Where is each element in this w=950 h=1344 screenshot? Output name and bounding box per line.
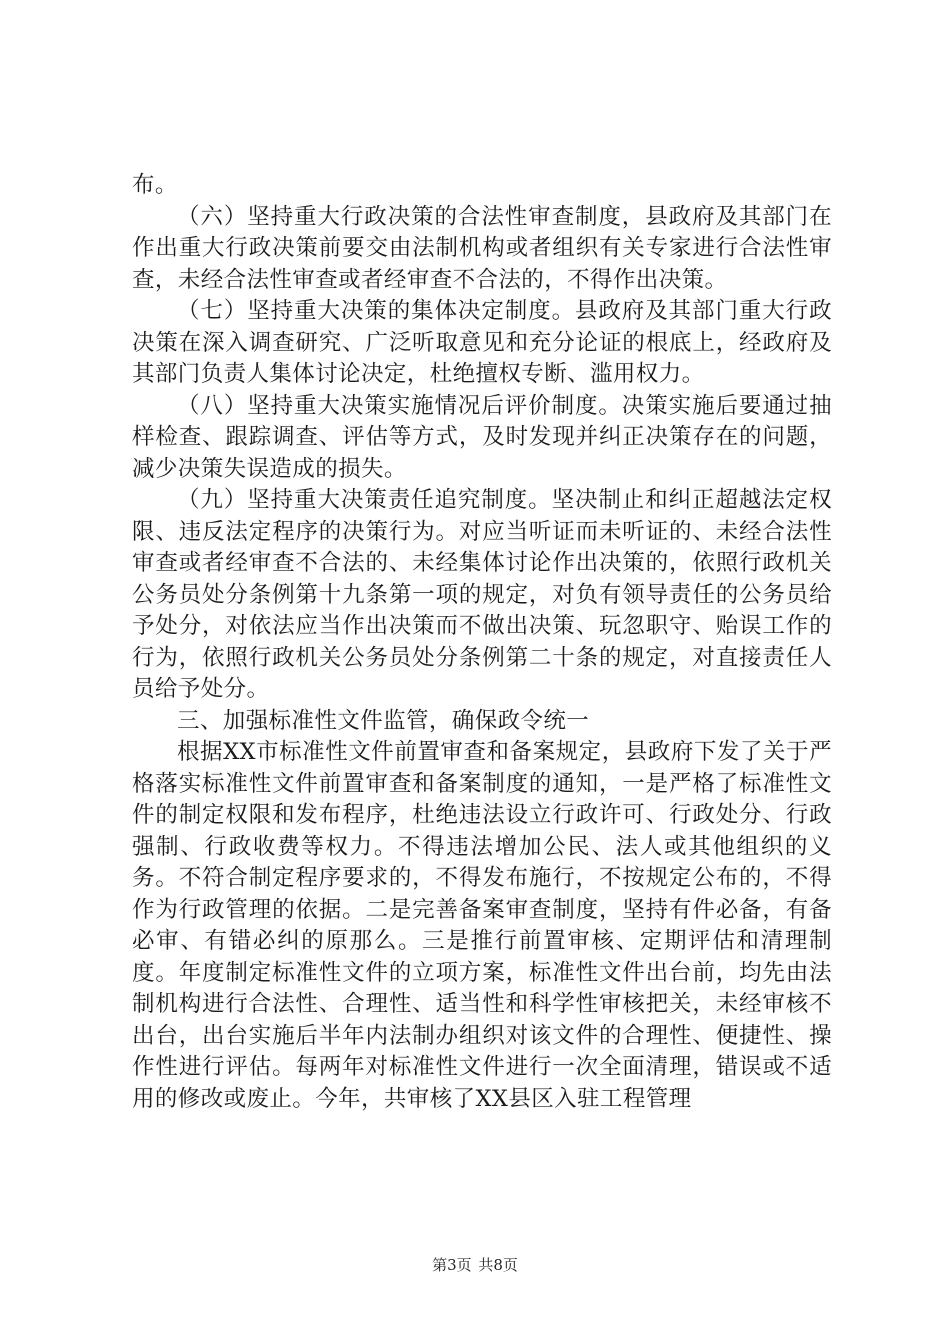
paragraph-item-9: （九）坚持重大决策责任追究制度。坚决制止和纠正超越法定权限、违反法定程序的决策行为。对应当听证而未听证的、未经合法性审查或者经审查不合法的、未经集体讨论作出决策的，依照行政机关公务员处分条例第十九条第一项的规定，对负有领导责任的公务员给予处分，对依法应当作出决策而不做出决策、玩忽职守、贻误工作的行为，依照行政机关公务员处分条例第二十条的规定，对直接责任人员给予处分。	[132, 487, 832, 702]
section-heading-3: 三、加强标准性文件监管，确保政令统一	[177, 707, 590, 734]
paragraph-item-6: （六）坚持重大行政决策的合法性审查制度，县政府及其部门在作出重大行政决策前要交由法制机构或者组织有关专家进行合法性审查，未经合法性审查或者经审查不合法的，不得作出决策。	[132, 203, 832, 293]
page-footer	[0, 1254, 950, 1275]
page-number: 第3页	[432, 1256, 472, 1274]
paragraph-continuation: 布。	[132, 172, 178, 198]
document-body	[132, 170, 832, 1115]
page-total: 共8页	[478, 1256, 518, 1274]
paragraph-section-3-body: 根据XX市标准性文件前置审查和备案规定，县政府下发了关于严格落实标准性文件前置审查和备案制度的通知，一是严格了标准性文件的制定权限和发布程序，杜绝违法设立行政许可、行政处分、行政强制、行政收费等权力。不得违法增加公民、法人或其他组织的义务。不符合制定程序要求的，不得发布施行，不按规定公布的，不得作为行政管理的依据。二是完善备案审查制度，坚持有件必备，有备必审、有错必纠的原那么。三是推行前置审核、定期评估和清理制度。年度制定标准性文件的立项方案，标准性文件出台前，均先由法制机构进行合法性、合理性、适当性和科学性审核把关，未经审核不出台，出台实施后半年内法制办组织对该文件的合理性、便捷性、操作性进行评估。每两年对标准性文件进行一次全面清理，错误或不适用的修改或废止。今年，共审核了XX县区入驻工程管理	[132, 739, 832, 1112]
paragraph-item-8: （八）坚持重大决策实施情况后评价制度。决策实施后要通过抽样检查、跟踪调查、评估等方式，及时发现并纠正决策存在的问题，减少决策失误造成的损失。	[132, 392, 832, 482]
paragraph-item-7: （七）坚持重大决策的集体决定制度。县政府及其部门重大行政决策在深入调查研究、广泛听取意见和充分论证的根底上，经政府及其部门负责人集体讨论决定，杜绝擅权专断、滥用权力。	[132, 298, 832, 387]
